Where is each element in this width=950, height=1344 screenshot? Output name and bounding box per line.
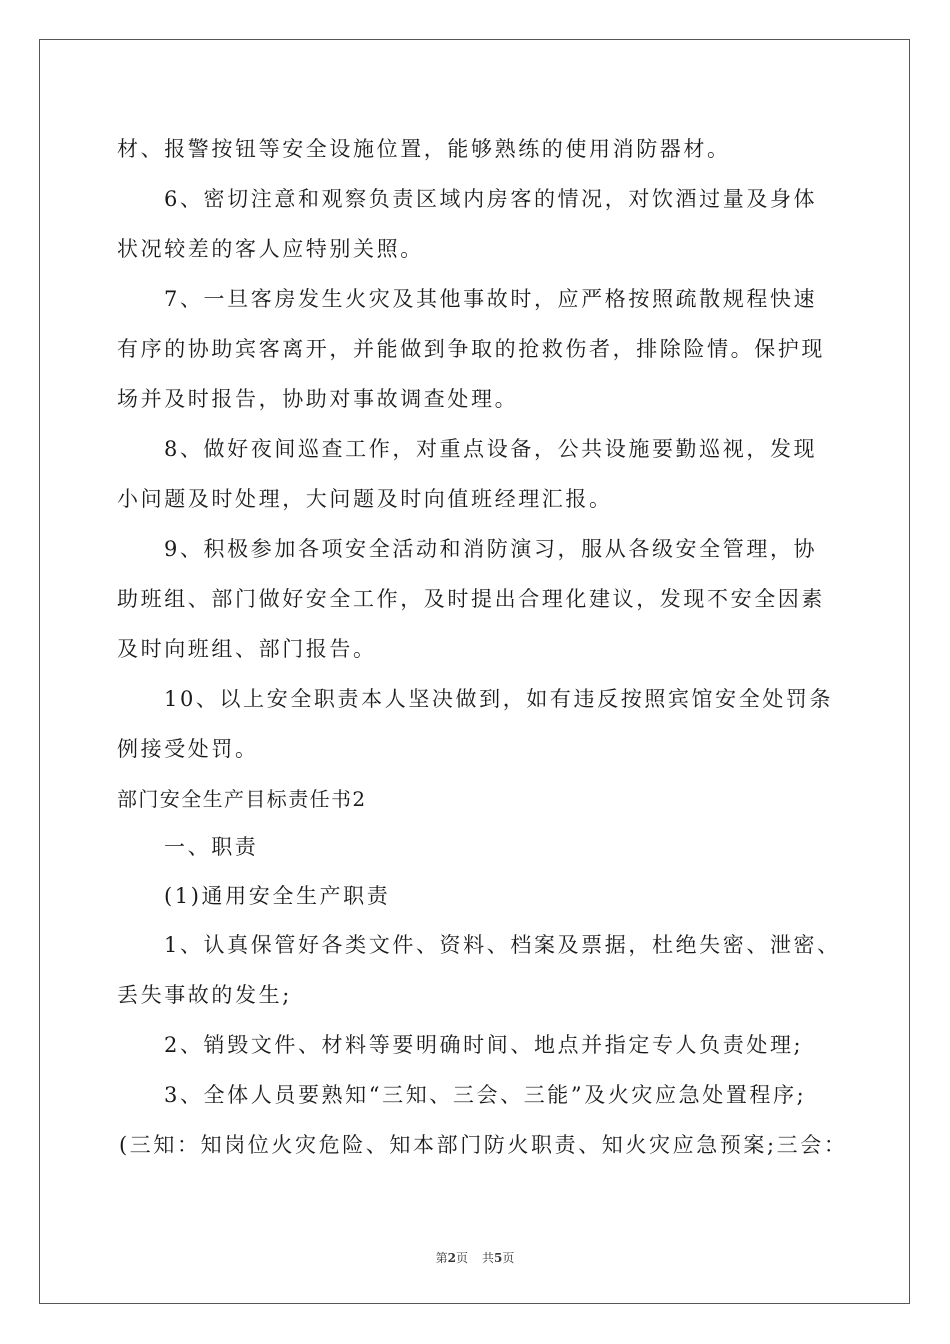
text-line: 8、做好夜间巡查工作，对重点设备，公共设施要勤巡视，发现 — [164, 437, 818, 461]
section-title: 部门安全生产目标责任书2 — [117, 787, 367, 811]
text-line: 助班组、部门做好安全工作，及时提出合理化建议，发现不安全因素 — [117, 587, 825, 611]
subsection-heading: (1)通用安全生产职责 — [164, 884, 391, 908]
text-line: 及时向班组、部门报告。 — [117, 637, 377, 661]
footer-total-prefix: 共 — [482, 1251, 495, 1265]
text-line: 状况较差的客人应特别关照。 — [117, 237, 424, 261]
text-line: 小问题及时处理，大问题及时向值班经理汇报。 — [117, 487, 613, 511]
text-line: 场并及时报告，协助对事故调查处理。 — [117, 387, 519, 411]
text-line: 10、以上安全职责本人坚决做到，如有违反按照宾馆安全处罚条 — [164, 687, 834, 711]
text-line: 丢失事故的发生; — [117, 983, 292, 1007]
text-line: 有序的协助宾客离开，并能做到争取的抢救伤者，排除险情。保护现 — [117, 337, 825, 361]
footer-page-total: 5 — [494, 1251, 503, 1265]
text-line: 1、认真保管好各类文件、资料、档案及票据，杜绝失密、泄密、 — [164, 933, 841, 957]
footer-page-suffix: 页 — [455, 1251, 468, 1265]
text-line: 6、密切注意和观察负责区域内房客的情况，对饮酒过量及身体 — [164, 187, 818, 211]
page-footer — [0, 1249, 950, 1266]
footer-total-suffix: 页 — [502, 1251, 515, 1265]
text-line: 例接受处罚。 — [117, 737, 259, 761]
text-line: 2、销毁文件、材料等要明确时间、地点并指定专人负责处理; — [164, 1033, 804, 1057]
text-line: 3、全体人员要熟知“三知、三会、三能”及火灾应急处置程序; — [164, 1083, 807, 1107]
text-line: 材、报警按钮等安全设施位置，能够熟练的使用消防器材。 — [117, 137, 731, 161]
page-border — [39, 39, 910, 1304]
text-line: 7、一旦客房发生火灾及其他事故时，应严格按照疏散规程快速 — [164, 287, 818, 311]
text-line: 9、积极参加各项安全活动和消防演习，服从各级安全管理，协 — [164, 537, 818, 561]
text-line: (三知：知岗位火灾危险、知本部门防火职责、知火灾应急预案;三会： — [119, 1133, 848, 1157]
section-heading: 一、职责 — [164, 835, 259, 859]
footer-page-prefix: 第 — [435, 1251, 448, 1265]
footer-page-current: 2 — [447, 1251, 456, 1265]
